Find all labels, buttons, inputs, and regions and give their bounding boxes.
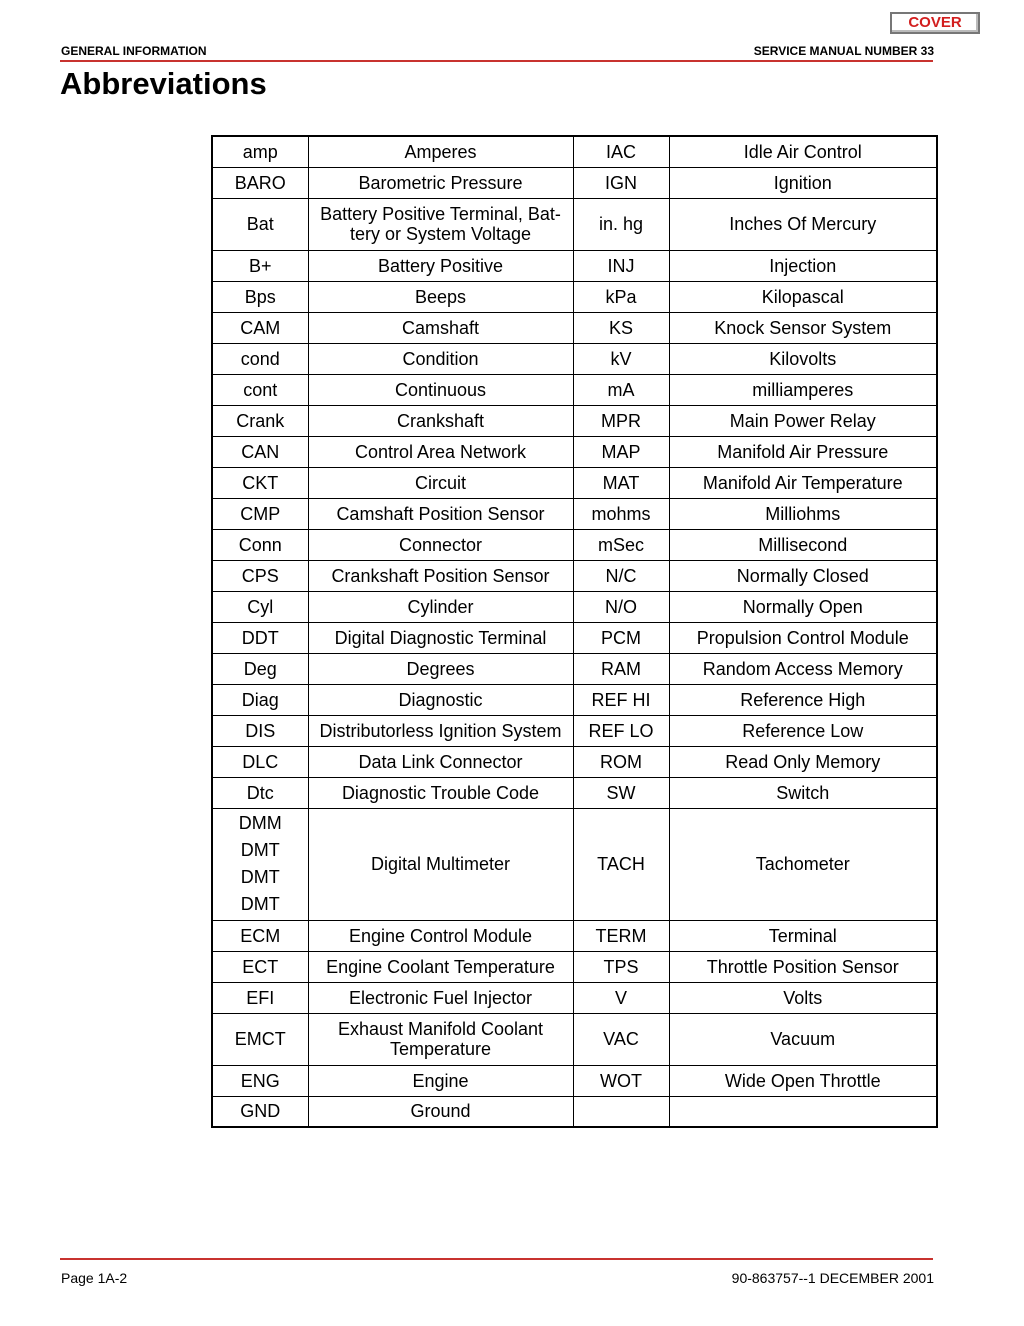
abbreviation-cell: WOT	[573, 1065, 669, 1096]
definition-cell: Reference High	[669, 684, 937, 715]
definition-cell: Distributorless Ignition System	[308, 715, 573, 746]
definition-cell: Degrees	[308, 653, 573, 684]
abbreviation-line: DMT	[240, 867, 280, 887]
abbreviation-line: DMT	[240, 894, 280, 914]
table-row	[212, 405, 937, 436]
table-row	[212, 136, 937, 167]
table-row	[212, 198, 937, 250]
abbreviation-cell: Deg	[212, 653, 308, 684]
table-row	[212, 715, 937, 746]
definition-cell: Reference Low	[669, 715, 937, 746]
abbreviation-cell	[573, 1096, 669, 1127]
abbreviation-cell: Dtc	[212, 777, 308, 808]
table-row	[212, 250, 937, 281]
manual-number: SERVICE MANUAL NUMBER 33	[753, 44, 934, 58]
definition-cell: Control Area Network	[308, 436, 573, 467]
definition-cell: Barometric Pressure	[308, 167, 573, 198]
definition-cell: Propulsion Control Module	[669, 622, 937, 653]
definition-cell: Engine	[308, 1065, 573, 1096]
abbreviation-cell: kV	[573, 343, 669, 374]
definition-cell: Ignition	[669, 167, 937, 198]
definition-cell: Vacuum	[669, 1013, 937, 1065]
abbreviations-table-body	[212, 136, 937, 1127]
definition-cell: Read Only Memory	[669, 746, 937, 777]
abbreviation-cell: INJ	[573, 250, 669, 281]
abbreviation-cell: GND	[212, 1096, 308, 1127]
abbreviation-cell: N/C	[573, 560, 669, 591]
definition-cell: Engine Coolant Temperature	[308, 951, 573, 982]
abbreviation-cell: cond	[212, 343, 308, 374]
abbreviation-cell: MPR	[573, 405, 669, 436]
definition-cell: Ground	[308, 1096, 573, 1127]
abbreviation-cell: ENG	[212, 1065, 308, 1096]
abbreviation-cell: B+	[212, 250, 308, 281]
abbreviation-cell: mSec	[573, 529, 669, 560]
definition-cell: Camshaft	[308, 312, 573, 343]
abbreviation-cell: Bat	[212, 198, 308, 250]
definition-cell: Continuous	[308, 374, 573, 405]
definition-cell: Manifold Air Temperature	[669, 467, 937, 498]
definition-cell: Data Link Connector	[308, 746, 573, 777]
abbreviation-cell: REF LO	[573, 715, 669, 746]
abbreviation-cell: REF HI	[573, 684, 669, 715]
abbreviation-cell: Diag	[212, 684, 308, 715]
definition-cell: Inches Of Mercury	[669, 198, 937, 250]
definition-cell: milliamperes	[669, 374, 937, 405]
definition-cell: Wide Open Throttle	[669, 1065, 937, 1096]
abbreviation-cell: in. hg	[573, 198, 669, 250]
document-date: 90-863757--1 DECEMBER 2001	[731, 1270, 934, 1286]
definition-cell: Engine Control Module	[308, 920, 573, 951]
abbreviation-cell: Conn	[212, 529, 308, 560]
definition-cell: Battery Positive	[308, 250, 573, 281]
abbreviation-cell: VAC	[573, 1013, 669, 1065]
abbreviation-cell: PCM	[573, 622, 669, 653]
table-row	[212, 312, 937, 343]
table-row	[212, 982, 937, 1013]
definition-cell: Electronic Fuel Injector	[308, 982, 573, 1013]
definition-cell: Kilopascal	[669, 281, 937, 312]
definition-cell: Manifold Air Pressure	[669, 436, 937, 467]
definition-cell: Crankshaft Position Sensor	[308, 560, 573, 591]
abbreviation-cell: MAT	[573, 467, 669, 498]
abbreviation-cell: EFI	[212, 982, 308, 1013]
abbreviation-cell: DIS	[212, 715, 308, 746]
definition-cell: Main Power Relay	[669, 405, 937, 436]
definition-cell: Camshaft Position Sensor	[308, 498, 573, 529]
definition-cell: Diagnostic	[308, 684, 573, 715]
abbreviation-cell: IAC	[573, 136, 669, 167]
abbreviation-cell: mohms	[573, 498, 669, 529]
definition-cell: Normally Open	[669, 591, 937, 622]
definition-cell: Injection	[669, 250, 937, 281]
table-row	[212, 777, 937, 808]
abbreviation-cell: TERM	[573, 920, 669, 951]
definition-cell: Switch	[669, 777, 937, 808]
abbreviation-cell: mA	[573, 374, 669, 405]
table-row	[212, 467, 937, 498]
abbreviation-cell: DDT	[212, 622, 308, 653]
table-row	[212, 1065, 937, 1096]
definition-cell: Beeps	[308, 281, 573, 312]
table-row	[212, 374, 937, 405]
table-row	[212, 498, 937, 529]
table-row	[212, 653, 937, 684]
table-row	[212, 746, 937, 777]
table-row	[212, 436, 937, 467]
section-header: GENERAL INFORMATION	[61, 44, 207, 58]
definition-cell: Connector	[308, 529, 573, 560]
page-number: Page 1A-2	[61, 1270, 128, 1286]
abbreviation-cell: CMP	[212, 498, 308, 529]
abbreviation-cell: CAM	[212, 312, 308, 343]
abbreviation-cell: BARO	[212, 167, 308, 198]
definition-cell: Volts	[669, 982, 937, 1013]
definition-cell: Terminal	[669, 920, 937, 951]
table-row	[212, 281, 937, 312]
abbreviation-cell: ECM	[212, 920, 308, 951]
page-title: Abbreviations	[60, 66, 267, 101]
abbreviation-cell: Bps	[212, 281, 308, 312]
definition-cell: Battery Positive Terminal, Bat-tery or System Voltage	[308, 198, 573, 250]
table-row	[212, 920, 937, 951]
definition-cell: Random Access Memory	[669, 653, 937, 684]
abbreviation-cell: MAP	[573, 436, 669, 467]
abbreviation-cell: TPS	[573, 951, 669, 982]
definition-cell: Normally Closed	[669, 560, 937, 591]
table-row	[212, 622, 937, 653]
abbreviation-cell: EMCT	[212, 1013, 308, 1065]
definition-cell: Amperes	[308, 136, 573, 167]
definition-cell: Cylinder	[308, 591, 573, 622]
definition-cell	[669, 1096, 937, 1127]
definition-cell: Idle Air Control	[669, 136, 937, 167]
abbreviation-cell: RAM	[573, 653, 669, 684]
abbreviation-cell: CAN	[212, 436, 308, 467]
abbreviation-cell: cont	[212, 374, 308, 405]
definition-cell: Digital Multimeter	[308, 808, 573, 920]
abbreviation-cell: kPa	[573, 281, 669, 312]
abbreviation-cell: amp	[212, 136, 308, 167]
abbreviation-cell: ROM	[573, 746, 669, 777]
abbreviation-cell: DLC	[212, 746, 308, 777]
definition-cell: Knock Sensor System	[669, 312, 937, 343]
definition-cell: Diagnostic Trouble Code	[308, 777, 573, 808]
table-row	[212, 560, 937, 591]
header-divider	[60, 60, 933, 62]
abbreviation-cell: IGN	[573, 167, 669, 198]
table-row	[212, 808, 937, 920]
abbreviation-cell: CKT	[212, 467, 308, 498]
abbreviation-cell	[212, 808, 308, 920]
abbreviations-table	[211, 135, 938, 1128]
abbreviation-cell: N/O	[573, 591, 669, 622]
definition-cell: Milliohms	[669, 498, 937, 529]
abbreviation-cell: CPS	[212, 560, 308, 591]
definition-cell: Circuit	[308, 467, 573, 498]
abbreviation-cell: Cyl	[212, 591, 308, 622]
definition-cell: Exhaust Manifold Coolant Temperature	[308, 1013, 573, 1065]
table-row	[212, 591, 937, 622]
abbreviation-cell: KS	[573, 312, 669, 343]
abbreviation-line: DMT	[240, 840, 280, 860]
table-row	[212, 167, 937, 198]
table-row	[212, 684, 937, 715]
definition-cell: Tachometer	[669, 808, 937, 920]
table-row	[212, 343, 937, 374]
table-row	[212, 529, 937, 560]
cover-button[interactable]: COVER	[890, 12, 980, 34]
table-row	[212, 951, 937, 982]
abbreviation-cell: TACH	[573, 808, 669, 920]
table-row	[212, 1013, 937, 1065]
abbreviation-cell: Crank	[212, 405, 308, 436]
definition-cell: Condition	[308, 343, 573, 374]
definition-cell: Throttle Position Sensor	[669, 951, 937, 982]
abbreviation-line: DMM	[238, 813, 282, 833]
definition-cell: Digital Diagnostic Terminal	[308, 622, 573, 653]
table-row	[212, 1096, 937, 1127]
abbreviation-cell: SW	[573, 777, 669, 808]
definition-cell: Crankshaft	[308, 405, 573, 436]
abbreviation-cell: V	[573, 982, 669, 1013]
definition-cell: Kilovolts	[669, 343, 937, 374]
footer-divider	[60, 1258, 933, 1260]
abbreviation-cell: ECT	[212, 951, 308, 982]
definition-cell: Millisecond	[669, 529, 937, 560]
